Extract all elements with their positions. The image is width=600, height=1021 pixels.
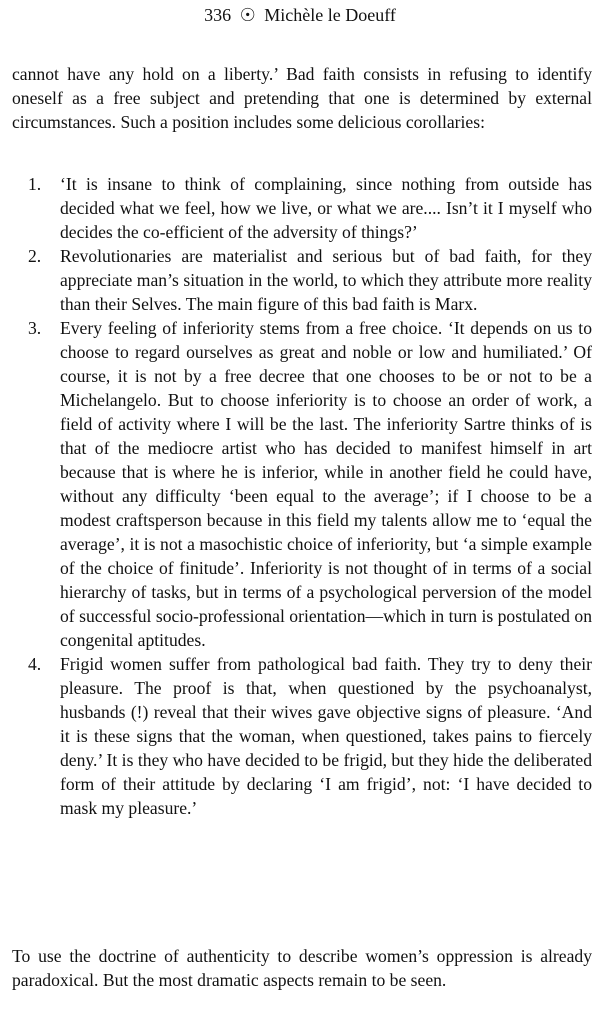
list-item-number: 3. bbox=[28, 318, 42, 338]
intro-paragraph: cannot have any hold on a liberty.’ Bad faith consists in refusing to identify oneself as a free subject and pretending that one is determined by external circumstances. Such a position includes some delicious corollaries: bbox=[12, 64, 592, 132]
list-item-text: Frigid women suffer from pathological bad faith. They try to deny their pleasure. The proof is that, when questioned by the psychoanalyst, husbands (!) reveal that their wives gave objective signs of pleasure. ‘And it is these signs that the woman, when questioned, takes pains to fiercely deny.’ It is they who have decided to be frigid, but they hide the deliberated form of their attitude by declaring ‘I am frigid’, not: ‘I have decided to mask my pleasure.’ bbox=[60, 654, 592, 818]
list-item bbox=[28, 244, 592, 316]
list-item-number: 2. bbox=[28, 246, 42, 266]
list-item bbox=[28, 316, 592, 652]
author-name: Michèle le Doeuff bbox=[264, 5, 396, 25]
corollaries-list bbox=[28, 172, 592, 820]
closing-paragraph: To use the doctrine of authenticity to describe women’s oppression is already paradoxical. But the most dramatic aspects remain to be seen. bbox=[12, 946, 592, 990]
list-item bbox=[28, 172, 592, 244]
list-item-number: 4. bbox=[28, 654, 42, 674]
running-header bbox=[0, 4, 600, 26]
list-item-text: ‘It is insane to think of complaining, since nothing from outside has decided what we feel, how we live, or what we are.... Isn’t it I myself who decides the co-efficient of the adversity of things?’ bbox=[60, 174, 592, 242]
list-item-number: 1. bbox=[28, 174, 42, 194]
list-item-text: Revolutionaries are materialist and serious but of bad faith, for they appreciate man’s situation in the world, to which they attribute more reality than their Selves. The main figure of this bad faith is Marx. bbox=[60, 246, 592, 314]
list-item bbox=[28, 652, 592, 820]
separator-icon: ☉ bbox=[239, 5, 256, 25]
list-item-text: Every feeling of inferiority stems from a free choice. ‘It depends on us to choose to regard ourselves as great and noble or low and humiliated.’ Of course, it is not by a free decree that one chooses to be or not to be a Michelangelo. But to choose inferiority is to choose an order of work, a field of activity where I will be the last. The inferiority Sartre thinks of is that of the mediocre artist who has decided to manifest himself in art because that is where he is inferior, while in another field he could have, without any difficulty ‘been equal to the average’; if I choose to be a modest craftsperson because in this field my talents allow me to ‘equal the average’, it is not a masochistic choice of inferiority, but ‘a simple example of the choice of finitude’. Inferiority is not thought of in terms of a social hierarchy of tasks, but in terms of a psychological perversion of the model of successful socio-professional orientation—which in turn is postulated on congenital aptitudes. bbox=[60, 318, 592, 650]
page-number: 336 bbox=[204, 5, 232, 25]
